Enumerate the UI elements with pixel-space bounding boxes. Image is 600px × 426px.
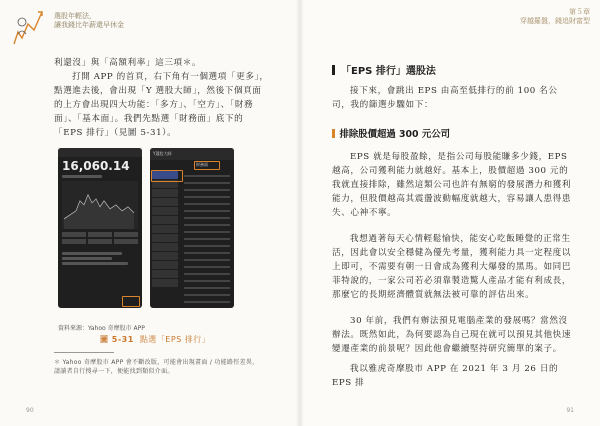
phone-screenshot-stock-master: [150, 148, 234, 308]
right-page: [300, 0, 600, 426]
index-chart: [62, 181, 138, 229]
paragraph: 利還沒」與「高額利率」這三項＊。: [54, 58, 202, 68]
financial-tab-label: 財務面: [196, 162, 208, 167]
stat-grid: [62, 232, 138, 244]
figure-5-31: [58, 148, 234, 318]
figure-source: 資料來源：Yahoo 奇摩股市 APP: [58, 325, 145, 332]
paragraph-intro: 接下來，會跳出 EPS 由高至低排行的前 100 名公司，我的篩選步驟如下：: [332, 86, 558, 110]
figure-caption-text: 點選「EPS 排行」: [139, 335, 211, 344]
phone-b-side-list: [150, 170, 180, 288]
book-title: 選股年輕法， 讓我錢比年薪還早休金: [54, 12, 124, 29]
sub-title: 排除股價超過 300 元公司: [332, 126, 450, 140]
paragraph-30-years: 30 年前，我們有辦法預見電腦產業的發展嗎？當然沒辦法。既然如此，為何要認為自己現在就可以預見其他快速變遷產業的前景呢？因此他會繼續堅持研究簡單的案子。: [332, 316, 572, 354]
index-value: 16,060.14: [62, 159, 130, 173]
paragraph: 打開 APP 的首頁，右下角有一個選項「更多」，點選進去後，會出現「Y 選股大師」，然後下個頁面的上方會出現四大功能：「多方」、「空方」、「財務面」、「基本面」。我們先點選「財務面」底下的「EPS 排行」（見圖 5-31）。: [54, 72, 269, 138]
doodle-illustration-icon: [8, 4, 52, 48]
figure-caption: [100, 334, 210, 345]
book-gutter: [296, 0, 304, 426]
page-number-right: 91: [566, 407, 574, 414]
footnote: ＊ Yahoo 奇摩股市 APP 會不斷改版，可能會出現畫面 / 功能路徑差異，請讀者自行搜尋一下，便能找到類似介面。: [54, 359, 259, 375]
footnote-rule: [54, 352, 114, 353]
subtitle-bar-icon: [332, 129, 335, 138]
paragraph-stable: 我想過著每天心情輕鬆愉快，能安心吃飯睡覺的正常生活，因此會以安全穩健為優先考量，獲利能力具一定程度以上即可，不需要有朝一日會成為獲利大爆發的黑馬。如同巴菲特說的，一家公司若必須靠製造驚人產品才能有利成長，那麼它的長期經濟體質就無法被可靠的評估出來。: [332, 234, 572, 300]
phone-status-bar: [58, 148, 142, 157]
running-header-left: [8, 4, 124, 48]
section-title: 「EPS 排行」選股法: [332, 62, 436, 77]
title-bar-icon: [332, 65, 335, 75]
phone-screenshot-home: [58, 148, 142, 308]
phone-b-header: Y選股大師: [150, 148, 234, 160]
eps-rank-highlight[interactable]: [151, 170, 183, 182]
figure-number: 圖 5-31: [100, 335, 134, 344]
more-button-highlight[interactable]: [122, 296, 140, 307]
left-body-text: [54, 56, 270, 140]
page-number-left: 90: [26, 407, 34, 414]
phone-b-content: [184, 170, 230, 308]
paragraph-example: 我以雅虎奇摩股市 APP 在 2021 年 3 月 26 日的 EPS 排: [332, 364, 559, 388]
running-header-right: 第５章 穿越羅盤，錢追財富型: [520, 8, 590, 25]
paragraph-eps: EPS 就是每股盈餘，是指公司每股能賺多少錢，EPS 越高，公司獲利能力就越好。基本上，股價超過 300 元的我就直接排除，雖然這類公司也許有無窮的發展潛力和獲利能力，但股價越高其震盪波動幅度就越大，容易讓人患得患失、心神不寧。: [332, 152, 572, 218]
